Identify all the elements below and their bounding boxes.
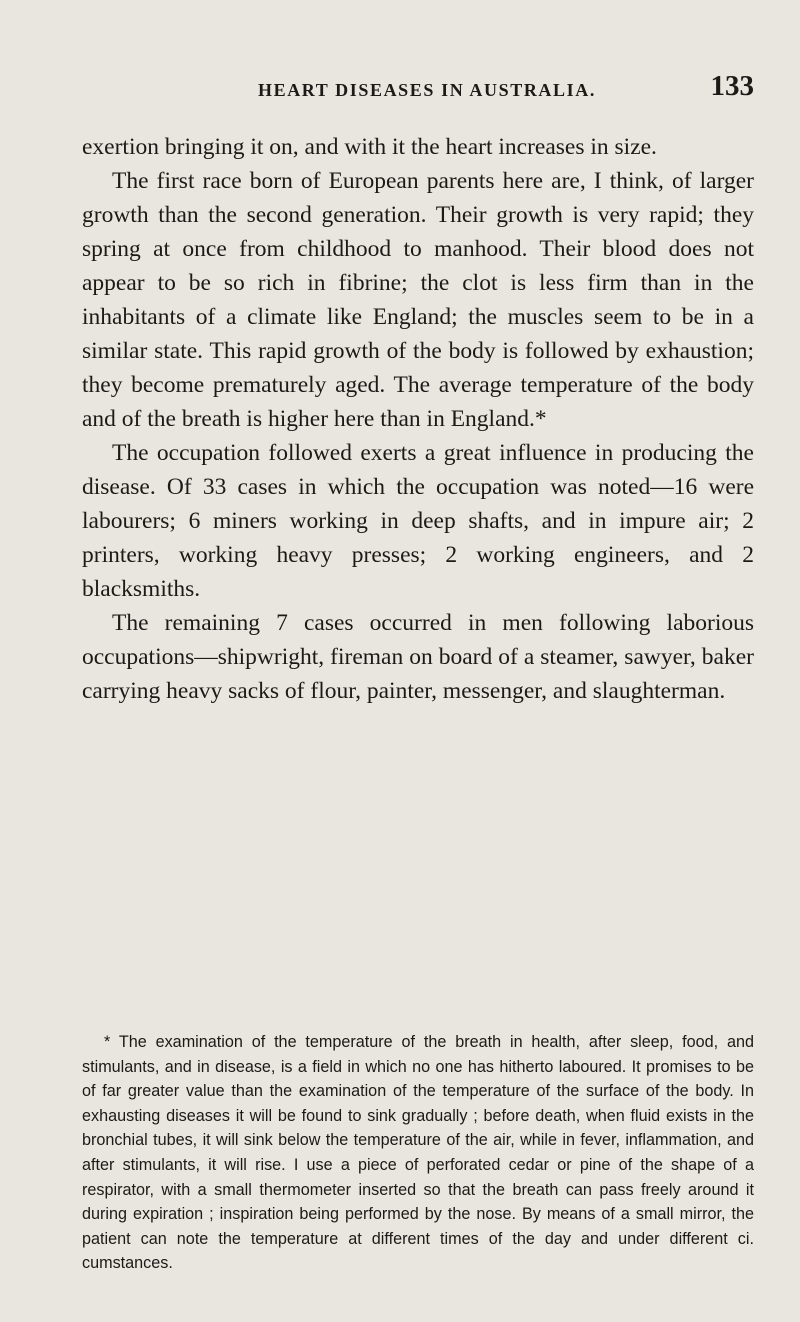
page-header: [82, 70, 754, 110]
paragraph-continuation: exertion bringing it on, and with it the heart increases in size.: [82, 134, 657, 160]
running-title: HEART DISEASES IN AUSTRALIA.: [258, 80, 596, 100]
page-number: 133: [710, 70, 754, 102]
paragraph-remaining-cases: The remaining 7 cases occurred in men following laborious occupations—shipwright, fireman on board of a steamer, sawyer, baker carrying heavy sacks of flour, painter, messenger, and slaughterman.: [82, 610, 754, 704]
paragraph-first-race: The first race born of European parents here are, I think, of larger growth than the second generation. Their growth is very rapid; they spring at once from childhood to manhood. Their blood does not appear to be so rich in fibrine; the clot is less firm than in the inhabitants of a climate like England; the muscles seem to be in a similar state. This rapid growth of the body is followed by exhaustion; they become prematurely aged. The average temperature of the body and of the breath is higher here than in England.*: [82, 168, 754, 432]
main-text: [82, 130, 754, 708]
footnote: * The examination of the temperature of the breath in health, after sleep, food, and stimulants, and in disease, is a field in which no one has hitherto laboured. It promises to be of far greater value than the examination of the temperature of the surface of the body. In exhausting diseases it will be found to sink gradually ; before death, when fluid exists in the bronchial tubes, it will sink below the temperature of the air, while in fever, inflammation, and after stimulants, it will rise. I use a piece of perforated cedar or pine of the shape of a respirator, with a small thermometer inserted so that the breath can pass freely around it during expiration ; inspiration being performed by the nose. By means of a small mirror, the patient can note the temperature at different times of the day and under different ci. cumstances.: [82, 1033, 754, 1273]
paragraph-occupation: The occupation followed exerts a great influence in producing the disease. Of 33 cases in which the occupation was noted—16 were labourers; 6 miners working in deep shafts, and in impure air; 2 printers, working heavy presses; 2 working engineers, and 2 blacksmiths.: [82, 440, 754, 602]
